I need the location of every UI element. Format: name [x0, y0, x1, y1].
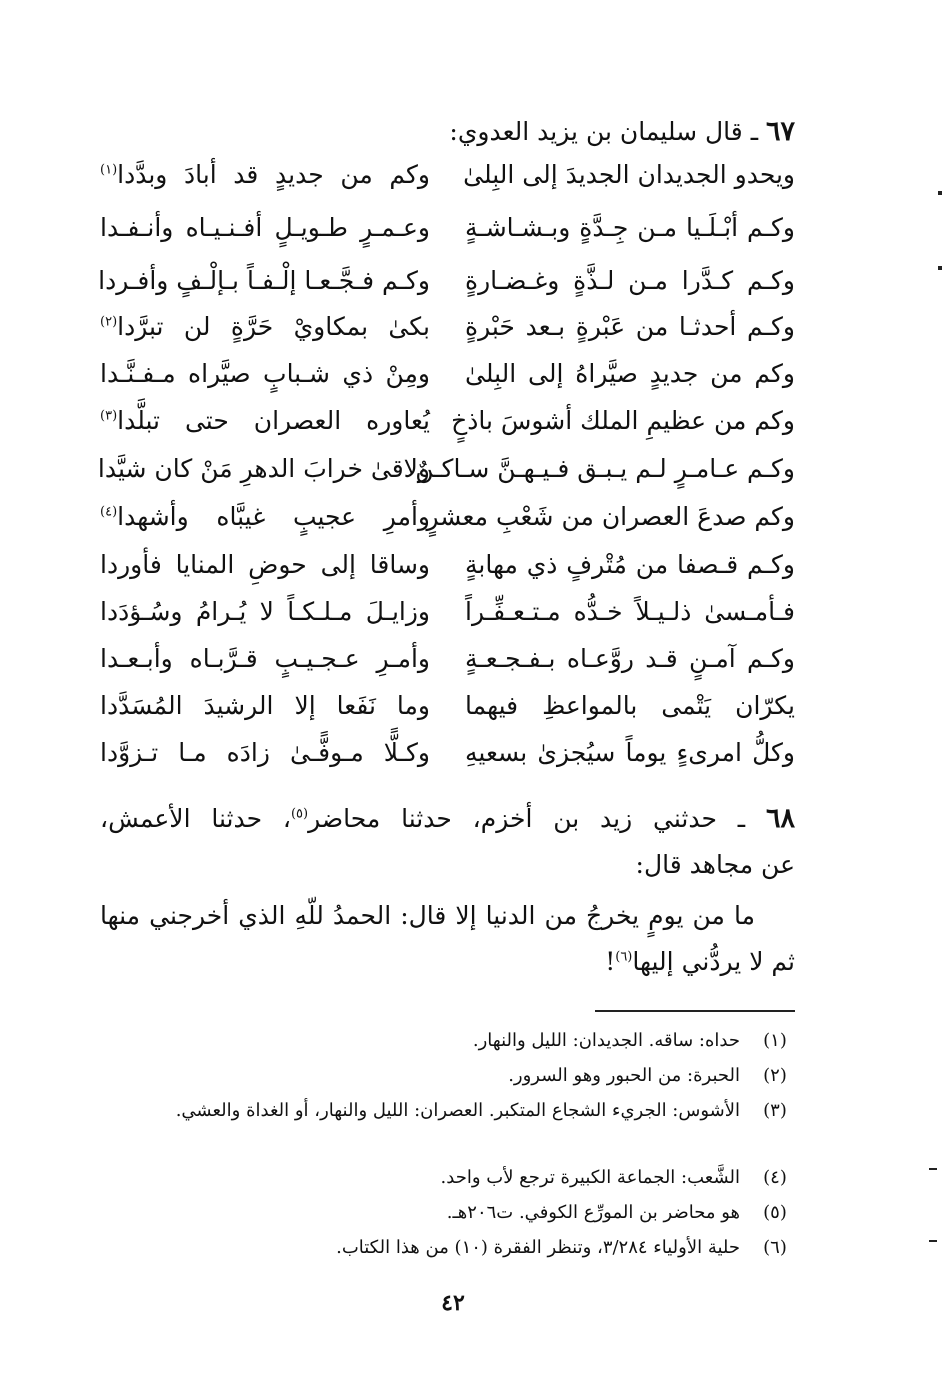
- verse-second-hemistich: [100, 266, 430, 295]
- footnote-text: الأشوس: الجريء الشجاع المتكبر. العصران: الليل والنهار، أو الغداة والعشي.: [175, 1100, 740, 1121]
- scan-mark: [929, 1240, 937, 1242]
- verse-first-hemistich: وكـم عـامـرٍ لـم يـبـق فـيـهـنَّ سـاكـنٌ: [415, 454, 795, 483]
- verse-second-text: ولاقىٰ خرابَ الدهرِ مَنْ كان شيَّدا: [97, 454, 430, 483]
- verse-second-text: وساقا إلى حوضِ المنايا فأوردا: [100, 550, 430, 579]
- verse-row: [97, 454, 795, 502]
- verse-second-hemistich: [100, 213, 430, 242]
- quote-indent: [755, 901, 795, 930]
- verse-row: [100, 359, 795, 407]
- footnote-separator: [595, 1010, 795, 1012]
- section-68-quote-end: !: [605, 947, 616, 976]
- verse-first-hemistich: وكم من عظيمِ الملك أشوسَ باذخٍ: [451, 406, 795, 435]
- footnote-number: (٤): [763, 1167, 787, 1188]
- verse-second-text: وأمرِ عجيبٍ غيبَّاه وأشهدا: [117, 502, 430, 531]
- footnote-ref: (٣): [100, 408, 118, 424]
- scan-mark: [938, 266, 942, 270]
- verse-first-hemistich: فـأمـسىٰ ذلـيـلاً خـدُّه مـتـعـفِّـراً: [465, 597, 795, 626]
- footnote-number: (٥): [763, 1202, 787, 1223]
- verse-row: [100, 691, 795, 739]
- verse-second-text: يُعاوره العصران حتى تبلَّدا: [117, 406, 430, 435]
- verse-second-text: وزايـلَ مـلـكـاً لا يُـرامُ وسُـؤدَدا: [100, 597, 430, 626]
- verse-row: [100, 312, 795, 360]
- verse-first-hemistich: وكـم آمـنٍ قـد روَّعـاه بـفـجـعـةٍ: [465, 644, 795, 673]
- page-number: ٤٢: [441, 1290, 465, 1316]
- footnote-ref: (١): [100, 162, 118, 178]
- verse-second-text: وأمـرِ عـجـيـبٍ قـرَّبـاه وأبـعـدا: [100, 644, 430, 673]
- verse-row: [100, 266, 795, 314]
- section-67-title: ـ قال سليمان بن يزيد العدوي:: [449, 117, 759, 146]
- verse-second-hemistich: [100, 644, 430, 673]
- footnote-number: (١): [763, 1030, 787, 1051]
- verse-first-hemistich: وكم من جديدٍ صيَّراهُ إلى البِلىٰ: [465, 359, 795, 388]
- footnote-ref: (٤): [100, 504, 118, 520]
- verse-second-hemistich: [100, 550, 430, 579]
- section-68-intro-b: ، حدثنا الأعمش،: [100, 804, 291, 833]
- verse-row: [100, 597, 795, 645]
- verse-row: [100, 213, 795, 261]
- footnote-text: الحبرة: من الحبور وهو السرور.: [508, 1065, 740, 1086]
- verse-second-text: وعـمـرٍ طـويـلٍ أفـنـيـاه وأنـفـدا: [100, 213, 430, 242]
- footnote-text: هو محاضر بن المورِّع الكوفي. ت٢٠٦هـ.: [446, 1202, 740, 1223]
- verse-first-hemistich: ويحدو الجديدان الجديدَ إلى البِلىٰ: [463, 160, 795, 189]
- verse-row: [100, 406, 795, 454]
- verse-second-text: وكم من جديدٍ قد أبادَ وبدَّدا: [117, 160, 430, 189]
- verse-first-hemistich: وكم صدعَ العصران من شَعْبِ معشرٍ: [426, 502, 795, 531]
- footnote-text: حداه: ساقه. الجديدان: الليل والنهار.: [472, 1030, 740, 1051]
- section-68-quote-text: ما من يومٍ يخرجُ من الدنيا إلا قال: الحمدُ للّهِ الذي أخرجني منها ثم لا يردُّني إليها: [100, 901, 795, 976]
- section-68-intro: [100, 796, 795, 888]
- verse-first-hemistich: وكـم قـصفا من مُتْرفٍ ذي مهابةٍ: [465, 550, 795, 579]
- section-67-number: ٦٧: [765, 116, 795, 147]
- verse-first-hemistich: وكـم كـدَّرا مـن لـذَّةٍ وغـضـارةٍ: [465, 266, 795, 295]
- verse-second-text: وكـم فـجَّـعـا إلْـفـاً بـإلْـفٍ وأفـردا: [98, 266, 430, 295]
- verse-first-hemistich: يكرّان يَتْمى بالمواعظِ فيهما: [465, 691, 795, 720]
- verse-second-text: بكىٰ بمكاويْ حَرَّةٍ لن تبرَّدا: [117, 312, 430, 341]
- footnote-ref: (٦): [615, 949, 633, 965]
- section-68-number: ٦٨: [765, 803, 795, 834]
- verse-first-hemistich: وكـم أحدثـا من عَبْرةٍ بـعد حَبْرةٍ: [465, 312, 795, 341]
- footnote-number: (٢): [763, 1065, 787, 1086]
- verse-second-text: وما نَفَعا إلا الرشيدَ المُسَدَّدا: [100, 691, 430, 720]
- section-67-heading: [95, 112, 795, 152]
- verse-second-hemistich: [100, 502, 430, 531]
- footnote-number: (٦): [763, 1237, 787, 1258]
- verse-row: [100, 644, 795, 692]
- footnote-ref: (٥): [290, 806, 309, 822]
- verse-row: [100, 738, 795, 786]
- verse-second-text: ومِنْ ذي شـبابٍ صيَّراه مـفـنَّـدا: [100, 359, 430, 388]
- section-68-intro-a: ـ حدثني زيد بن أخزم، حدثنا محاضر: [308, 804, 746, 833]
- verse-row: [100, 550, 795, 598]
- scan-mark: [938, 191, 942, 195]
- verse-second-hemistich: [100, 160, 430, 189]
- verse-first-hemistich: وكـم أبْـلَـيا مـن جِـدَّةٍ وبـشـاشـةٍ: [465, 213, 795, 242]
- section-68-quote: [100, 893, 795, 985]
- footnote-number: (٣): [763, 1100, 787, 1121]
- verse-second-hemistich: [97, 454, 430, 483]
- footnote-text: حلية الأولياء ٣/٢٨٤، وتنظر الفقرة (١٠) من هذا الكتاب.: [336, 1237, 740, 1258]
- section-68-intro-line2: عن مجاهد قال:: [635, 850, 795, 879]
- section-68-intro-line1: [100, 796, 795, 842]
- verse-row: [100, 502, 795, 550]
- verse-second-hemistich: [100, 406, 430, 435]
- verse-first-hemistich: وكلُّ امرىءٍ يوماً سيُجزىٰ بسعيهِ: [465, 738, 795, 767]
- footnote-ref: (٢): [100, 314, 118, 330]
- scan-mark: [929, 1168, 937, 1170]
- verse-row: [100, 160, 795, 208]
- verse-second-hemistich: [100, 312, 430, 341]
- verse-second-hemistich: [100, 738, 430, 767]
- verse-second-text: وكـلًّا مـوفًّـىٰ زادَه مـا تـزوَّدا: [100, 738, 430, 767]
- verse-second-hemistich: [100, 597, 430, 626]
- verse-second-hemistich: [100, 359, 430, 388]
- verse-second-hemistich: [100, 691, 430, 720]
- footnote-text: الشَّعب: الجماعة الكبيرة ترجع لأب واحد.: [440, 1167, 740, 1188]
